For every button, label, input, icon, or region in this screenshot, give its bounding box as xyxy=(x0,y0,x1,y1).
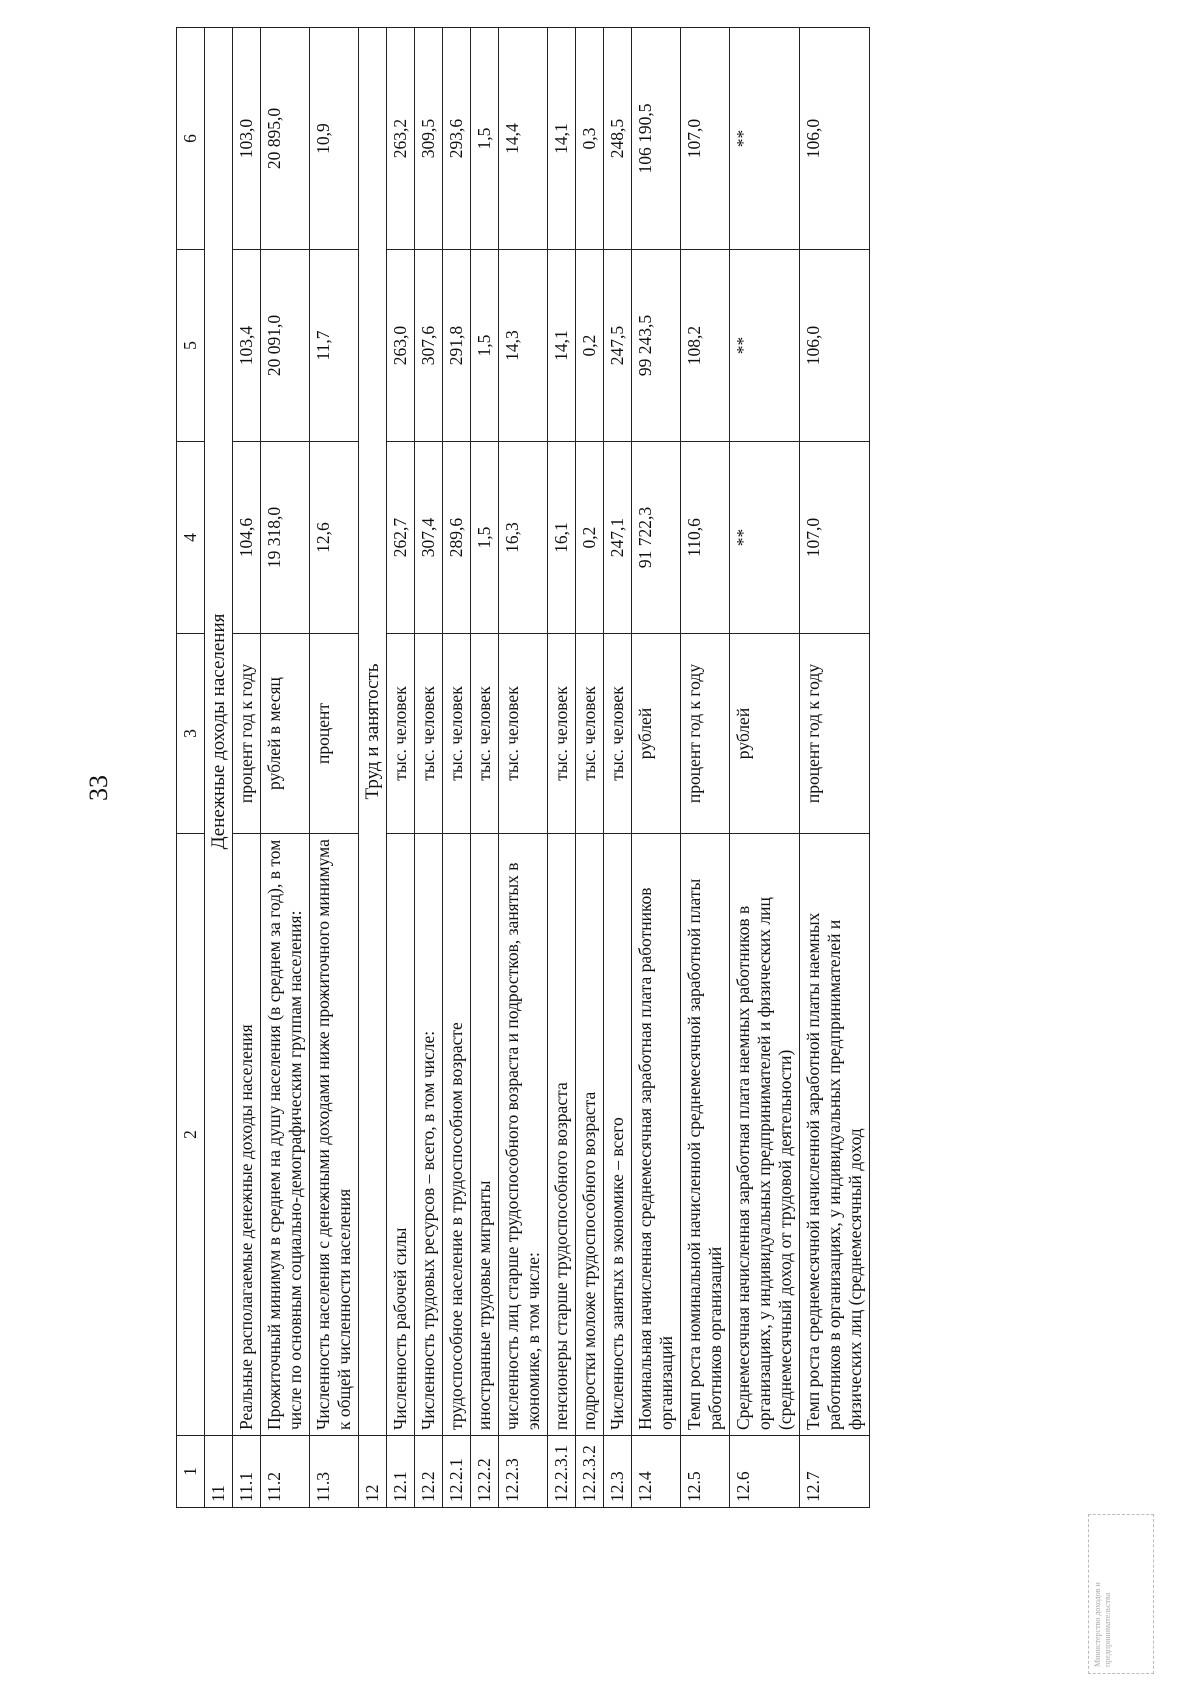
row-number: 12.2 xyxy=(415,1436,443,1508)
row-unit: тыс. человек xyxy=(604,634,632,834)
row-unit: тыс. человек xyxy=(548,634,576,834)
header-col-6: 6 xyxy=(177,28,205,250)
row-unit: рублей xyxy=(632,634,681,834)
row-value-col5: 20 091,0 xyxy=(261,250,310,442)
table-row xyxy=(310,28,359,1508)
row-indicator: Численность рабочей силы xyxy=(387,834,415,1436)
row-value-col6: 106 190,5 xyxy=(632,28,681,250)
row-value-col4: 262,7 xyxy=(387,442,415,634)
row-number: 12.2.2 xyxy=(471,1436,499,1508)
row-value-col5: 307,6 xyxy=(415,250,443,442)
section-code: 12 xyxy=(359,1436,387,1508)
row-indicator: Темп роста номинальной начисленной среднемесячной заработной платы работников организаций xyxy=(681,834,730,1436)
header-col-3: 3 xyxy=(177,634,205,834)
row-number: 12.7 xyxy=(800,1436,870,1508)
row-value-col6: 14,4 xyxy=(499,28,548,250)
row-number: 12.5 xyxy=(681,1436,730,1508)
table-row xyxy=(443,28,471,1508)
row-indicator: трудоспособное население в трудоспособном возрасте xyxy=(443,834,471,1436)
header-col-4: 4 xyxy=(177,442,205,634)
table-row xyxy=(415,28,443,1508)
row-unit: тыс. человек xyxy=(415,634,443,834)
header-col-2: 2 xyxy=(177,834,205,1436)
indicators-table xyxy=(176,27,870,1508)
row-value-col5: 106,0 xyxy=(800,250,870,442)
row-value-col6: 309,5 xyxy=(415,28,443,250)
row-indicator: Номинальная начисленная среднемесячная заработная плата работников организаций xyxy=(632,834,681,1436)
row-indicator: Темп роста среднемесячной начисленной заработной платы наемных работников в организациях, у индивидуальных предпринимателей и физических лиц (среднемесячный доход xyxy=(800,834,870,1436)
row-unit: тыс. человек xyxy=(471,634,499,834)
table-row xyxy=(576,28,604,1508)
row-number: 12.3 xyxy=(604,1436,632,1508)
table-row xyxy=(548,28,576,1508)
row-value-col6: ** xyxy=(730,28,800,250)
row-unit: тыс. человек xyxy=(576,634,604,834)
row-value-col5: 0,2 xyxy=(576,250,604,442)
row-value-col5: 263,0 xyxy=(387,250,415,442)
row-value-col4: 307,4 xyxy=(415,442,443,634)
section-title: Денежные доходы населения xyxy=(205,28,233,1436)
row-value-col4: 1,5 xyxy=(471,442,499,634)
row-indicator: Численность населения с денежными доходами ниже прожиточного минимума к общей численности населения xyxy=(310,834,359,1436)
table-row xyxy=(233,28,261,1508)
table-row xyxy=(632,28,681,1508)
row-unit: процент xyxy=(310,634,359,834)
row-number: 11.3 xyxy=(310,1436,359,1508)
row-value-col6: 14,1 xyxy=(548,28,576,250)
row-indicator: подростки моложе трудоспособного возраста xyxy=(576,834,604,1436)
row-number: 12.6 xyxy=(730,1436,800,1508)
row-value-col6: 293,6 xyxy=(443,28,471,250)
row-value-col6: 107,0 xyxy=(681,28,730,250)
row-value-col4: 12,6 xyxy=(310,442,359,634)
row-value-col4: ** xyxy=(730,442,800,634)
row-number: 12.2.3 xyxy=(499,1436,548,1508)
row-value-col4: 289,6 xyxy=(443,442,471,634)
row-value-col4: 16,3 xyxy=(499,442,548,634)
row-number: 12.2.1 xyxy=(443,1436,471,1508)
header-col-5: 5 xyxy=(177,250,205,442)
row-value-col5: 247,5 xyxy=(604,250,632,442)
row-unit: тыс. человек xyxy=(387,634,415,834)
row-value-col4: 107,0 xyxy=(800,442,870,634)
row-value-col4: 16,1 xyxy=(548,442,576,634)
row-value-col6: 103,0 xyxy=(233,28,261,250)
row-value-col6: 20 895,0 xyxy=(261,28,310,250)
row-value-col4: 104,6 xyxy=(233,442,261,634)
row-value-col5: 99 243,5 xyxy=(632,250,681,442)
row-value-col6: 1,5 xyxy=(471,28,499,250)
section-code: 11 xyxy=(205,1436,233,1508)
row-indicator: численность лиц старше трудоспособного возраста и подростков, занятых в экономике, в том числе: xyxy=(499,834,548,1436)
table-row xyxy=(730,28,800,1508)
table-row xyxy=(681,28,730,1508)
row-value-col6: 106,0 xyxy=(800,28,870,250)
row-value-col5: 108,2 xyxy=(681,250,730,442)
stamp-text: Министерство доходов и предпринимательства xyxy=(1093,1582,1112,1667)
table-row xyxy=(800,28,870,1508)
row-number: 12.2.3.1 xyxy=(548,1436,576,1508)
table-row xyxy=(261,28,310,1508)
table-body xyxy=(205,28,870,1508)
section-title: Труд и занятость xyxy=(359,28,387,1436)
row-number: 11.2 xyxy=(261,1436,310,1508)
row-value-col6: 0,3 xyxy=(576,28,604,250)
row-unit: тыс. человек xyxy=(443,634,471,834)
header-col-1: 1 xyxy=(177,1436,205,1508)
row-number: 12.2.3.2 xyxy=(576,1436,604,1508)
row-number: 11.1 xyxy=(233,1436,261,1508)
table-row xyxy=(387,28,415,1508)
page-number: 33 xyxy=(84,775,113,801)
row-value-col5: 1,5 xyxy=(471,250,499,442)
row-indicator: Прожиточный минимум в среднем на душу населения (в среднем за год), в том числе по основным социально-демографическим группам населения: xyxy=(261,834,310,1436)
row-value-col4: 0,2 xyxy=(576,442,604,634)
row-indicator: иностранные трудовые мигранты xyxy=(471,834,499,1436)
section-row xyxy=(205,28,233,1508)
row-indicator: Среднемесячная начисленная заработная плата наемных работников в организациях, у индивидуальных предпринимателей и физических лиц (среднемесячный доход от трудовой деятельности) xyxy=(730,834,800,1436)
row-value-col4: 110,6 xyxy=(681,442,730,634)
row-value-col5: ** xyxy=(730,250,800,442)
row-value-col5: 11,7 xyxy=(310,250,359,442)
row-unit: процент год к году xyxy=(233,634,261,834)
row-indicator: Численность занятых в экономике – всего xyxy=(604,834,632,1436)
faded-stamp xyxy=(1088,1514,1154,1674)
row-value-col4: 247,1 xyxy=(604,442,632,634)
row-number: 12.4 xyxy=(632,1436,681,1508)
row-unit: процент год к году xyxy=(800,634,870,834)
table-row xyxy=(471,28,499,1508)
table-header xyxy=(177,28,205,1508)
row-number: 12.1 xyxy=(387,1436,415,1508)
row-indicator: Реальные располагаемые денежные доходы населения xyxy=(233,834,261,1436)
row-unit: рублей xyxy=(730,634,800,834)
section-row xyxy=(359,28,387,1508)
row-indicator: Численность трудовых ресурсов – всего, в том числе: xyxy=(415,834,443,1436)
row-unit: процент год к году xyxy=(681,634,730,834)
row-value-col6: 10,9 xyxy=(310,28,359,250)
row-value-col6: 248,5 xyxy=(604,28,632,250)
row-value-col5: 103,4 xyxy=(233,250,261,442)
row-indicator: пенсионеры старше трудоспособного возраста xyxy=(548,834,576,1436)
row-value-col4: 91 722,3 xyxy=(632,442,681,634)
row-unit: тыс. человек xyxy=(499,634,548,834)
row-unit: рублей в месяц xyxy=(261,634,310,834)
row-value-col4: 19 318,0 xyxy=(261,442,310,634)
row-value-col5: 14,1 xyxy=(548,250,576,442)
table-row xyxy=(604,28,632,1508)
row-value-col5: 291,8 xyxy=(443,250,471,442)
row-value-col5: 14,3 xyxy=(499,250,548,442)
table-row xyxy=(499,28,548,1508)
row-value-col6: 263,2 xyxy=(387,28,415,250)
